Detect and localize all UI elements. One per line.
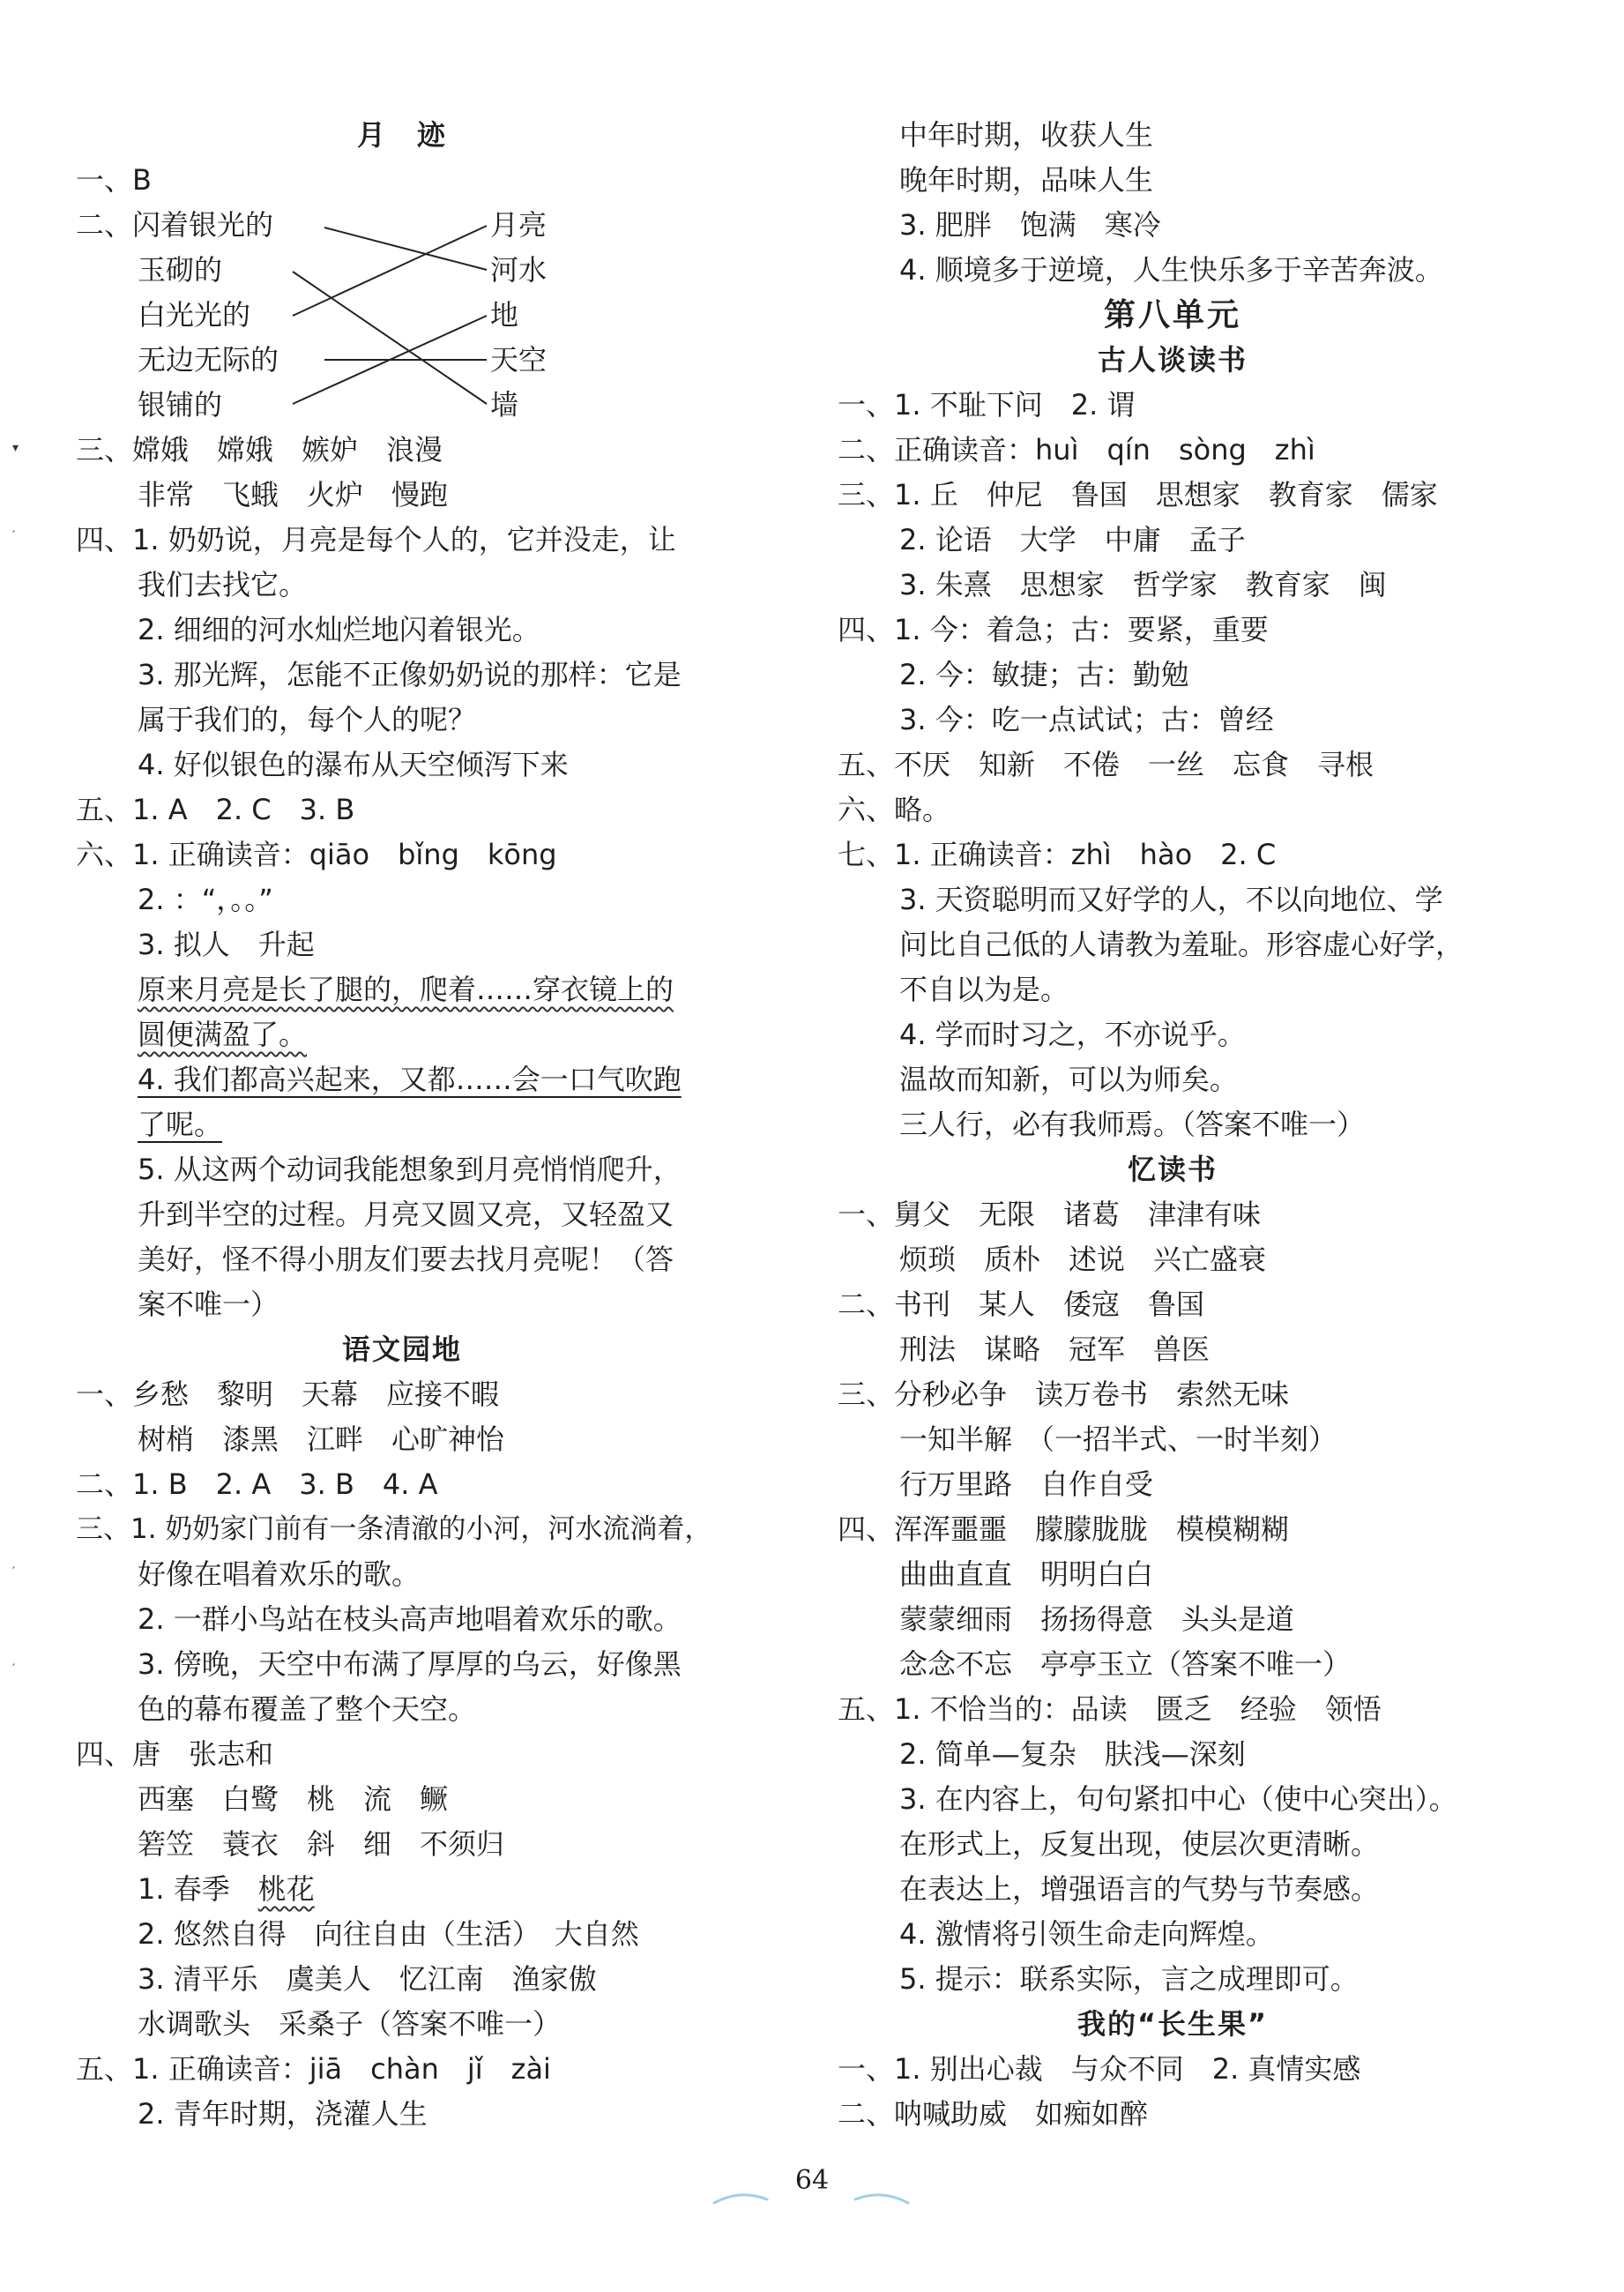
section-title-changshengguo: 我的“长生果” <box>1076 2007 1269 2041</box>
answer-line: 一、1. 不耻下问 2. 谓 <box>838 388 1136 422</box>
answer-line: 2. 青年时期，浇灌人生 <box>138 2097 428 2131</box>
matching-right-item: 天空 <box>490 343 548 377</box>
answer-line: 三、1. 丘 仲尼 鲁国 思想家 教育家 儒家 <box>838 478 1438 511</box>
answer-line: 3. 拟人 升起 <box>138 928 315 961</box>
answer-line: 2. 论语 大学 中庸 孟子 <box>899 523 1246 556</box>
answer-line: 行万里路 自作自受 <box>899 1467 1154 1501</box>
margin-mark-icon: ▾ <box>12 441 19 455</box>
answer-line: 我们去找它。 <box>138 568 308 601</box>
answer-text: 1. 春季 <box>138 1872 258 1906</box>
answer-line: 念念不忘 亭亭玉立（答案不唯一） <box>899 1647 1352 1681</box>
matching-left-item: 玉砌的 <box>138 253 223 287</box>
answer-line: 五、1. A 2. C 3. B <box>76 793 355 826</box>
answer-line: 四、浑浑噩噩 朦朦胧胧 模模糊糊 <box>838 1512 1290 1546</box>
answer-line: 树梢 漆黑 江畔 心旷神怡 <box>138 1422 505 1456</box>
answer-line: 中年时期，收获人生 <box>899 118 1154 152</box>
answer-line: 一、舅父 无限 诸葛 津津有味 <box>838 1198 1262 1231</box>
section-title-yueji: 月 迹 <box>356 118 447 152</box>
matching-exercise <box>76 203 622 428</box>
answer-line: 烦琐 质朴 述说 兴亡盛衰 <box>899 1243 1267 1276</box>
answer-line: 3. 那光辉，怎能不正像奶奶说的那样：它是 <box>138 658 682 691</box>
answer-line <box>76 1867 728 1912</box>
answer-line: 3. 今：吃一点试试；古：曾经 <box>899 703 1274 736</box>
match-line <box>293 272 487 404</box>
answer-line: 三人行，必有我师焉。（答案不唯一） <box>899 1108 1366 1141</box>
answer-line: 属于我们的，每个人的呢？ <box>138 703 477 736</box>
page-number: 64 <box>794 2165 830 2196</box>
matching-left-item: 无边无际的 <box>138 343 279 377</box>
answer-line: 3. 清平乐 虞美人 忆江南 渔家傲 <box>138 1962 597 1996</box>
wavy-underlined-text: 原来月亮是长了腿的，爬着……穿衣镜上的 <box>138 973 674 1006</box>
answer-line: 六、1. 正确读音：qiāo bǐng kōng <box>76 838 557 871</box>
answer-line <box>76 1057 728 1102</box>
matching-right-item: 河水 <box>490 253 548 287</box>
answer-line: 五、1. 正确读音：jiā chàn jǐ zài <box>76 2052 551 2086</box>
answer-line <box>76 1012 728 1057</box>
unit-title: 第八单元 <box>1103 297 1241 333</box>
answer-line: 二、呐喊助威 如痴如醉 <box>838 2097 1149 2131</box>
answer-line: 一知半解 （一招半式、一时半刻） <box>899 1422 1337 1456</box>
answer-line: 美好，怪不得小朋友们要去找月亮呢！（答 <box>138 1243 674 1276</box>
question-number: 二、 <box>76 208 133 242</box>
answer-line: 2. 一群小鸟站在枝头高声地唱着欢乐的歌。 <box>138 1602 682 1636</box>
answer-line: 2. 细细的河水灿烂地闪着银光。 <box>138 613 540 646</box>
matching-left-item: 闪着银光的 <box>132 208 274 242</box>
answer-line: 不自以为是。 <box>899 973 1069 1006</box>
answer-line <box>76 1102 728 1147</box>
answer-line: 3. 肥胖 饱满 寒冷 <box>899 208 1161 242</box>
answer-line: 2. 今：敏捷；古：勤勉 <box>899 658 1189 691</box>
answer-line: 晚年时期，品味人生 <box>899 163 1154 197</box>
right-column <box>838 113 1508 2137</box>
section-title-yidushu: 忆读书 <box>1127 1153 1218 1186</box>
answer-line: 4. 顺境多于逆境，人生快乐多于辛苦奔波。 <box>899 253 1443 287</box>
answer-line: 升到半空的过程。月亮又圆又亮，又轻盈又 <box>138 1198 674 1231</box>
answer-line: 在表达上，增强语言的气势与节奏感。 <box>899 1872 1380 1906</box>
answer-line: 3. 朱熹 思想家 哲学家 教育家 闽 <box>899 568 1387 601</box>
margin-mark-icon: ′ <box>12 1662 16 1676</box>
answer-line: 四、唐 张志和 <box>76 1737 274 1771</box>
answer-line: 蒙蒙细雨 扬扬得意 头头是道 <box>899 1602 1295 1636</box>
answer-line: 非常 飞蛾 火炉 慢跑 <box>138 478 449 511</box>
answer-line: 3. 天资聪明而又好学的人，不以向地位、学 <box>899 883 1443 916</box>
answer-line: 一、B <box>76 163 152 197</box>
answer-line: 五、1. 不恰当的：品读 匮乏 经验 领悟 <box>838 1692 1382 1726</box>
answer-line: 西塞 白鹭 桃 流 鳜 <box>138 1782 449 1816</box>
answer-line: 三、嫦娥 嫦娥 嫉妒 浪漫 <box>76 433 443 467</box>
answer-line: 2. ：“，。。” <box>138 883 273 916</box>
answer-line: 一、乡愁 黎明 天幕 应接不暇 <box>76 1377 500 1411</box>
answer-line: 色的幕布覆盖了整个天空。 <box>138 1692 477 1726</box>
answer-line: 2. 悠然自得 向往自由（生活） 大自然 <box>138 1917 639 1951</box>
answer-line: 5. 从这两个动词我能想象到月亮悄悄爬升， <box>138 1153 682 1186</box>
underlined-text: 了呢。 <box>138 1108 223 1141</box>
answer-line: 六、略。 <box>838 793 951 826</box>
answer-line: 刑法 谋略 冠军 兽医 <box>899 1333 1211 1366</box>
answer-line: 3. 在内容上，句句紧扣中心（使中心突出）。 <box>899 1782 1457 1816</box>
page-ornament-icon <box>705 2187 917 2214</box>
wavy-underlined-text: 圆便满盈了。 <box>138 1018 308 1051</box>
answer-line: 五、不厌 知新 不倦 一丝 忘食 寻根 <box>838 748 1374 781</box>
answer-line: 曲曲直直 明明白白 <box>899 1557 1154 1591</box>
answer-line: 四、1. 奶奶说，月亮是每个人的，它并没走，让 <box>76 523 676 556</box>
answer-line: 二、1. B 2. A 3. B 4. A <box>76 1467 438 1501</box>
underlined-text: 4. 我们都高兴起来，又都……会一口气吹跑 <box>138 1063 682 1096</box>
answer-line: 4. 激情将引领生命走向辉煌。 <box>899 1917 1274 1951</box>
answer-line: 问比自己低的人请教为羞耻。形容虚心好学， <box>899 928 1464 961</box>
answer-line: 二、书刊 某人 倭寇 鲁国 <box>838 1288 1205 1321</box>
answer-line: 4. 学而时习之，不亦说乎。 <box>899 1018 1246 1051</box>
match-line <box>293 226 487 316</box>
section-title-gurentandushu: 古人谈读书 <box>1097 343 1248 377</box>
answer-line: 二、正确读音：huì qín sòng zhì <box>838 433 1315 467</box>
answer-line: 水调歌头 采桑子（答案不唯一） <box>138 2007 562 2041</box>
margin-mark-icon: ′ <box>12 529 16 543</box>
matching-left-item: 银铺的 <box>138 388 223 422</box>
answer-line: 案不唯一） <box>138 1288 279 1321</box>
answer-line: 箬笠 蓑衣 斜 细 不须归 <box>138 1827 505 1861</box>
answer-line: 三、分秒必争 读万卷书 索然无味 <box>838 1377 1290 1411</box>
answer-line: 一、1. 别出心裁 与众不同 2. 真情实感 <box>838 2052 1361 2086</box>
answer-line: 2. 简单—复杂 肤浅—深刻 <box>899 1737 1246 1771</box>
answer-line: 七、1. 正确读音：zhì hào 2. C <box>838 838 1277 871</box>
answer-line: 温故而知新，可以为师矣。 <box>899 1063 1239 1096</box>
matching-left-item: 白光光的 <box>138 298 251 332</box>
answer-line: 5. 提示：联系实际，言之成理即可。 <box>899 1962 1359 1996</box>
matching-right-item: 月亮 <box>490 208 548 242</box>
answer-line: 好像在唱着欢乐的歌。 <box>138 1557 421 1591</box>
answer-line <box>76 967 728 1012</box>
answer-line: 在形式上，反复出现，使层次更清晰。 <box>899 1827 1380 1861</box>
answer-line: 四、1. 今：着急；古：要紧，重要 <box>838 613 1269 646</box>
margin-mark-icon: ′ <box>12 1565 16 1579</box>
answer-line: 3. 傍晚，天空中布满了厚厚的乌云，好像黑 <box>138 1647 682 1681</box>
matching-right-item: 墙 <box>490 388 519 422</box>
answer-line: 三、1. 奶奶家门前有一条清澈的小河，河水流淌着， <box>76 1513 712 1545</box>
matching-right-item: 地 <box>490 298 519 332</box>
section-title-yuwenyuandi: 语文园地 <box>341 1333 462 1366</box>
matching-lines <box>76 203 622 428</box>
answer-line: 4. 好似银色的瀑布从天空倾泻下来 <box>138 748 569 781</box>
wavy-underlined-text: 桃花 <box>257 1872 315 1906</box>
